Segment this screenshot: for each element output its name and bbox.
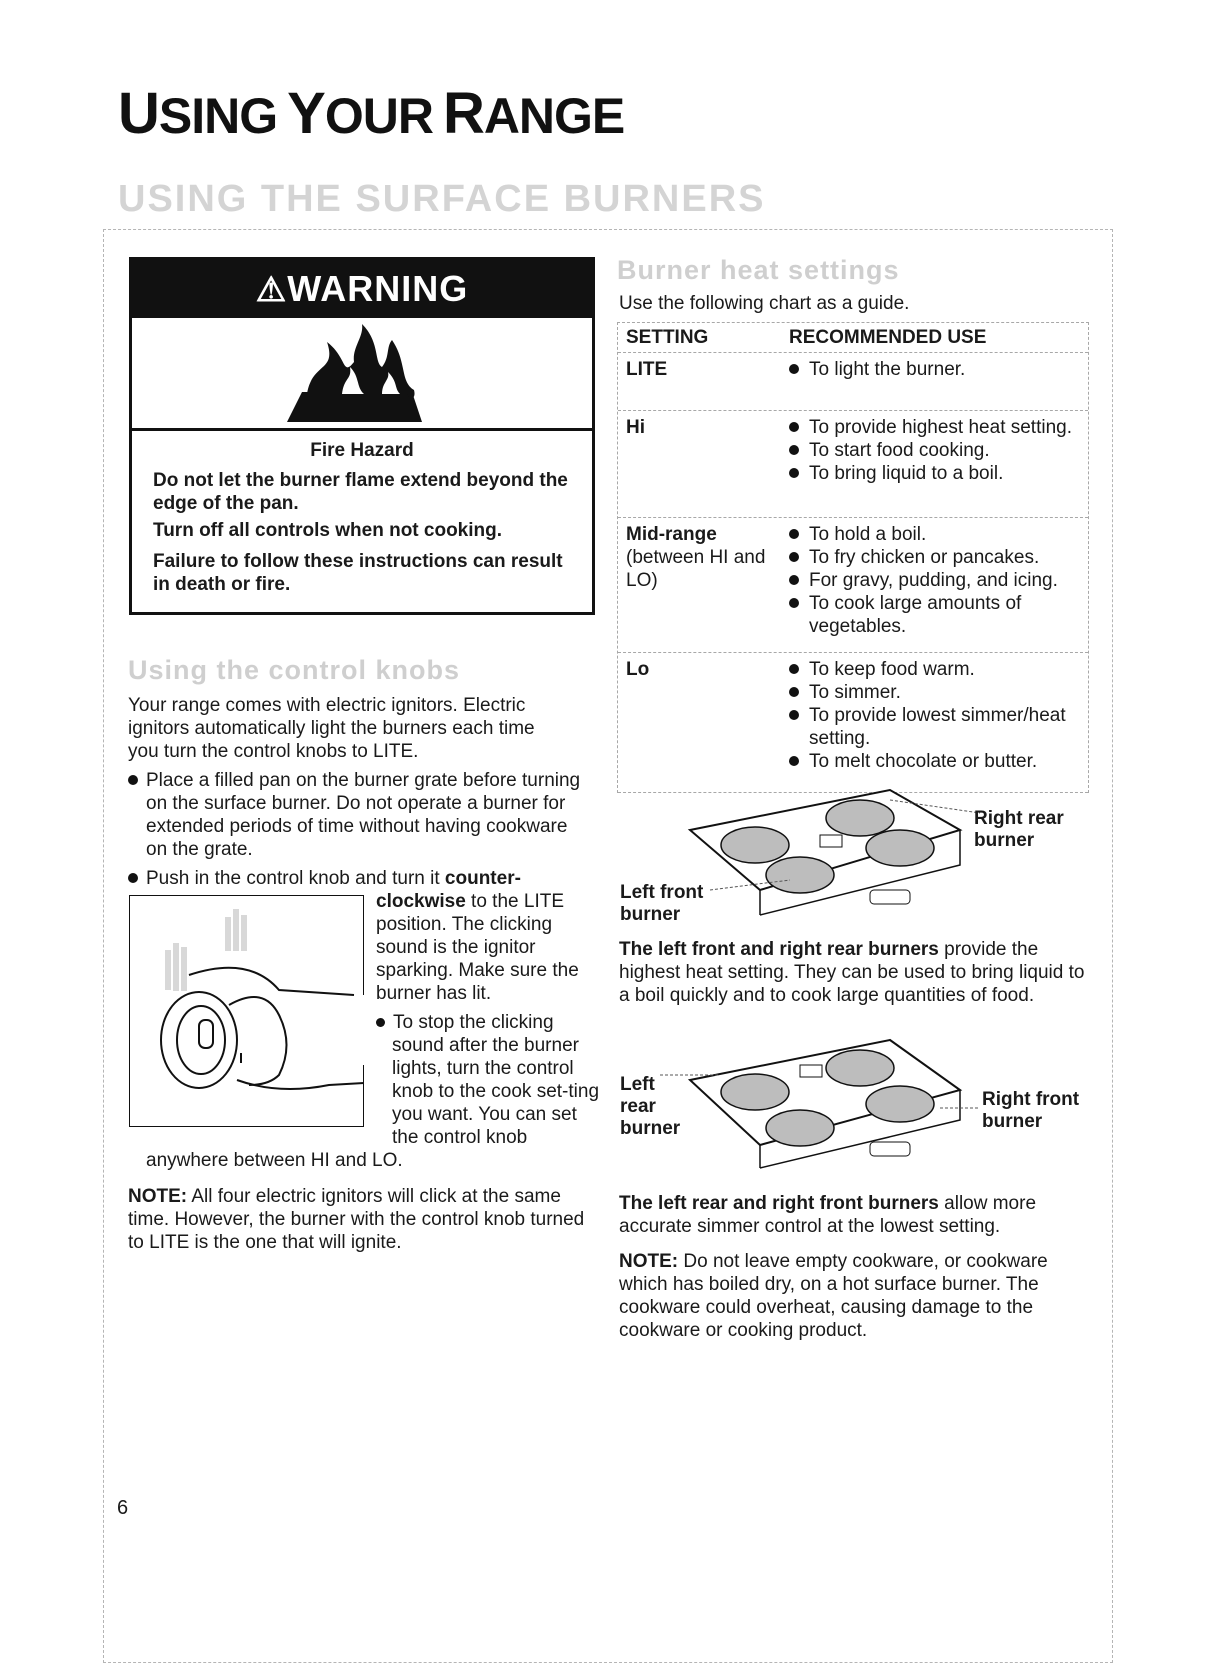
bullet-icon bbox=[789, 445, 799, 455]
warning-header bbox=[132, 260, 592, 318]
bullet-icon bbox=[789, 468, 799, 478]
list-item bbox=[128, 769, 586, 861]
use-text: To light the burner. bbox=[809, 359, 966, 380]
heat-settings-table bbox=[617, 322, 1089, 793]
use-item bbox=[789, 439, 1082, 462]
table-row bbox=[618, 353, 1088, 411]
warning-label: WARNING bbox=[287, 268, 469, 309]
caption-bold: The left rear and right front burners bbox=[619, 1193, 939, 1214]
caption-bold: The left front and right rear burners bbox=[619, 939, 939, 960]
note-label: NOTE: bbox=[619, 1251, 679, 1272]
bullet-icon bbox=[789, 575, 799, 585]
list-item bbox=[128, 867, 568, 890]
cooktop-diagram-simmer bbox=[660, 1030, 990, 1170]
table-row bbox=[618, 653, 1088, 793]
bullet-text-1: Place a filled pan on the burner grate before turning on the surface burner. Do not operate a burner for extended periods of time without having cookware on the grate. bbox=[146, 770, 581, 860]
warning-line-2: Turn off all controls when not cooking. bbox=[153, 520, 503, 541]
title-rest-2: OUR bbox=[324, 88, 433, 144]
hazard-title: Fire Hazard bbox=[310, 440, 414, 461]
bullet-icon bbox=[789, 756, 799, 766]
setting-name: Hi bbox=[626, 417, 645, 438]
table-row bbox=[618, 411, 1088, 518]
knob-instructions bbox=[376, 890, 586, 1005]
note-text: Do not leave empty cookware, or cookware which has boiled dry, on a hot surface burner. The cookware could overheat, causing damage to the cookware or cooking product. bbox=[619, 1251, 1048, 1341]
bullet-icon bbox=[789, 687, 799, 697]
column-header-setting: SETTING bbox=[626, 327, 709, 348]
use-text: For gravy, pudding, and icing. bbox=[809, 570, 1058, 591]
title-initial-1: U bbox=[118, 81, 159, 146]
warning-divider bbox=[132, 428, 592, 431]
diagram2-caption bbox=[619, 1192, 1089, 1238]
control-knobs-heading: Using the control knobs bbox=[128, 655, 461, 685]
sub-bullet-end: anywhere between HI and LO. bbox=[146, 1150, 403, 1171]
setting-cell bbox=[626, 523, 786, 592]
use-text: To bring liquid to a boil. bbox=[809, 463, 1004, 484]
use-item bbox=[789, 546, 1082, 569]
use-text: To provide lowest simmer/heat setting. bbox=[809, 705, 1066, 749]
page-number: 6 bbox=[117, 1497, 129, 1519]
use-item bbox=[789, 592, 1082, 638]
setting-name: LITE bbox=[626, 359, 668, 380]
cookware-note bbox=[619, 1250, 1089, 1342]
knob-note bbox=[128, 1185, 598, 1254]
bullet-icon bbox=[789, 364, 799, 374]
use-item bbox=[789, 750, 1082, 773]
setting-name: Mid-range bbox=[626, 524, 717, 545]
warning-box bbox=[129, 257, 595, 615]
bullet-text-2-post: to the LITE position. The clicking sound is the ignitor sparking. Make sure the burner has lit. bbox=[376, 891, 579, 1004]
use-text: To keep food warm. bbox=[809, 659, 975, 680]
use-item bbox=[789, 681, 1082, 704]
note-text: All four electric ignitors will click at the same time. However, the burner with the control knob turned to LITE is the one that will ignite. bbox=[128, 1186, 585, 1253]
use-item bbox=[789, 462, 1082, 485]
title-rest-1: SING bbox=[158, 88, 278, 144]
use-text: To provide highest heat setting. bbox=[809, 417, 1073, 438]
title-initial-3: R bbox=[442, 81, 484, 146]
bullet-icon bbox=[789, 598, 799, 608]
note-label: NOTE: bbox=[128, 1186, 188, 1207]
title-rest-3: ANGE bbox=[483, 88, 625, 144]
bullet-icon bbox=[789, 529, 799, 539]
bullet-icon bbox=[376, 1018, 385, 1027]
label-right-rear-burner: Right rear burner bbox=[974, 808, 1064, 851]
caption-text: provide the highest heat setting. They can be used to bring liquid to a boil quickly and to cook large quantities of food. bbox=[619, 939, 1085, 1006]
heat-settings-intro: Use the following chart as a guide. bbox=[619, 293, 910, 314]
use-text: To melt chocolate or butter. bbox=[809, 751, 1038, 772]
hand-turning-knob-illustration bbox=[129, 895, 364, 1127]
list-item bbox=[376, 1011, 602, 1149]
warning-line-1: Do not let the burner flame extend beyond the edge of the pan. bbox=[153, 470, 568, 514]
bullet-icon bbox=[128, 775, 138, 785]
sub-bullet-text: To stop the clicking sound after the burner lights, turn the control knob to the cook set-ting you want. You can set the control knob bbox=[392, 1012, 600, 1148]
use-text: To hold a boil. bbox=[809, 524, 927, 545]
column-header-use: RECOMMENDED USE bbox=[789, 327, 987, 348]
control-knobs-intro: Your range comes with electric ignitors. Electric ignitors automatically light the burners each time you turn the control knobs to LITE. bbox=[128, 695, 535, 762]
title-initial-2: Y bbox=[287, 81, 325, 146]
heat-settings-heading: Burner heat settings bbox=[617, 255, 900, 285]
label-right-front-burner: Right front burner bbox=[982, 1089, 1080, 1132]
bullet-text-2-pre: Push in the control knob and turn it bbox=[146, 868, 445, 889]
bullet-icon bbox=[128, 873, 138, 883]
use-item bbox=[789, 358, 1082, 381]
setting-uses bbox=[789, 411, 1088, 485]
bullet-icon bbox=[789, 552, 799, 562]
warning-triangle-icon: ⚠ bbox=[255, 271, 288, 309]
table-row bbox=[618, 518, 1088, 653]
use-text: To start food cooking. bbox=[809, 440, 990, 461]
label-left-front-burner: Left front burner bbox=[620, 882, 704, 925]
use-text: To simmer. bbox=[809, 682, 901, 703]
bullet-icon bbox=[789, 664, 799, 674]
setting-note: (between HI and LO) bbox=[626, 547, 766, 591]
use-item bbox=[789, 416, 1082, 439]
bullet-icon bbox=[789, 422, 799, 432]
section-title: USING THE SURFACE BURNERS bbox=[118, 178, 766, 220]
bullet-text-2-bold: counter- bbox=[444, 868, 521, 889]
use-item bbox=[789, 658, 1082, 681]
use-item bbox=[789, 704, 1082, 750]
diagram1-caption bbox=[619, 938, 1099, 1007]
bullet-text-2-bold-2: clockwise bbox=[376, 891, 466, 912]
setting-name: Lo bbox=[626, 659, 650, 680]
label-left-rear-burner: Left rear burner bbox=[620, 1074, 681, 1139]
use-text: To cook large amounts of vegetables. bbox=[809, 593, 1022, 637]
caption-text: allow more accurate simmer control at the lowest setting. bbox=[619, 1193, 1037, 1237]
warning-line-3: Failure to follow these instructions can result in death or fire. bbox=[153, 551, 563, 595]
use-item bbox=[789, 569, 1082, 592]
use-text: To fry chicken or pancakes. bbox=[809, 547, 1040, 568]
use-item bbox=[789, 523, 1082, 546]
fire-icon bbox=[282, 322, 432, 426]
setting-uses bbox=[789, 518, 1088, 638]
bullet-icon bbox=[789, 710, 799, 720]
setting-uses bbox=[789, 653, 1088, 773]
table-header-row bbox=[618, 323, 1088, 353]
page-title bbox=[118, 80, 624, 147]
setting-uses bbox=[789, 353, 1088, 381]
